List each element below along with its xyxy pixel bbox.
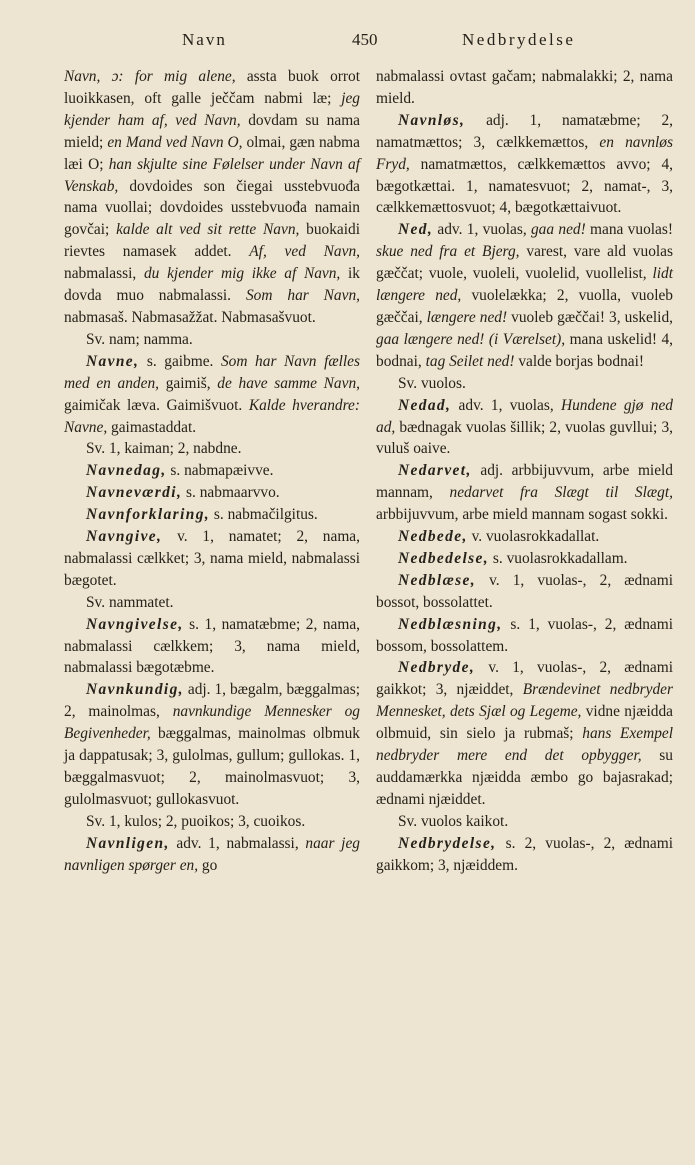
- dictionary-entry: [376, 395, 673, 461]
- headword: Navne,: [86, 352, 140, 370]
- headword: Ned,: [398, 221, 434, 239]
- dictionary-entry: [376, 219, 673, 372]
- dictionary-entry: [64, 329, 360, 351]
- header-left-catchword: Navn: [182, 30, 227, 49]
- definition-text: varest, vare ald vuolas gæččat; vuole, vuoleli, vuolelid, vuollelist,: [376, 243, 673, 283]
- definition-text: namatmættos, cælkkemættos avvo; 4, bægotkættai. 1, namatesvuot; 2, namat-, 3, cælkkemættosvuot; 4, bægotkættaivuot.: [376, 155, 673, 217]
- dictionary-entry: [376, 811, 673, 833]
- headword: Navnløs,: [398, 111, 466, 129]
- dictionary-entry: [64, 811, 360, 833]
- right-column: [376, 66, 673, 877]
- definition-text: adj. 1, bægalm, bæggalmas; 2, mainolmas,: [64, 681, 360, 721]
- definition-text: s. 1, namatæbme; 2, nama, nabmalassi cælkkem; 3, nama mield, nabmalassi bægotæbme.: [64, 615, 360, 677]
- left-column: [64, 66, 360, 877]
- example-phrase: lidt længere ned,: [376, 265, 673, 305]
- entry-continuation: [64, 66, 360, 329]
- definition-text: su auddamærkka njæidda æmbo go bajasrakad; ædnami njæiddet.: [376, 747, 673, 808]
- headword: Navngivelse,: [86, 615, 184, 633]
- definition-text: assta buok orrot luoikkasen, oft galle ječčam nabmi læ;: [64, 68, 360, 107]
- headword: Navnligen,: [86, 834, 170, 852]
- definition-text: dovdoides son čiegai usstebvuođa nama vuollai; dovdoides usstebvuođa namain govčai;: [64, 177, 360, 239]
- definition-text: Sv. vuolos.: [398, 374, 466, 392]
- example-phrase: du kjender mig ikke af Navn,: [143, 265, 341, 283]
- definition-text: s. nabmačilgitus.: [210, 506, 318, 524]
- example-phrase: nedarvet fra Slægt til Slægt,: [449, 484, 673, 502]
- definition-text: Sv. 1, kaiman; 2, nabdne.: [86, 440, 242, 458]
- definition-text: s. gaibme.: [139, 352, 221, 370]
- example-phrase: gaa længere ned! (i Værelset),: [376, 330, 566, 348]
- headword: Nedarvet,: [398, 462, 472, 480]
- dictionary-entry: [376, 570, 673, 614]
- dictionary-entry: [64, 504, 360, 526]
- dictionary-entry: [376, 373, 673, 395]
- example-phrase: Brændevinet nedbryder Mennesket, dets Sjæl og Legeme,: [376, 681, 674, 721]
- definition-text: Sv. vuolos kaikot.: [398, 812, 509, 830]
- example-phrase: navnkundige Mennesker og Begivenheder,: [64, 703, 360, 743]
- definition-text: bæggalmas, mainolmas olbmuk ja dappatusak; 3, gulolmas, gullum; gullokas. 1, bæggalmasvuot; 2, mainolmasvuot; 3, gulolmasvuot; gullokasvuot.: [64, 725, 360, 808]
- dictionary-entry: [376, 526, 673, 548]
- definition-text: vuoleb gæččai! 3, uskelid,: [507, 308, 673, 326]
- definition-text: v. 1, vuolas-, 2, ædnami bossot, bossolattet.: [376, 571, 673, 611]
- example-phrase: en Mand ved Navn O,: [107, 133, 243, 151]
- definition-text: Sv. 1, kulos; 2, puoikos; 3, cuoikos.: [86, 812, 306, 830]
- headword: Nedblæsning,: [398, 615, 503, 633]
- dictionary-entry: [64, 833, 360, 877]
- headword: Navnforklaring,: [86, 506, 211, 524]
- dictionary-entry: [376, 833, 673, 877]
- dictionary-entry: [376, 657, 673, 810]
- definition-text: adj. 1, namatæbme; 2, namatmættos; 3, cælkkemættos,: [376, 111, 673, 151]
- dictionary-entry: [64, 526, 360, 592]
- definition-text: nabmalassi,: [64, 265, 144, 283]
- headword: Nedblæse,: [398, 571, 476, 589]
- dictionary-entry: [64, 438, 360, 460]
- headword: Navngive,: [86, 528, 163, 546]
- entry-continuation: [376, 66, 673, 110]
- definition-text: nabmasaš. Nabmasažžat. Nabmasašvuot.: [64, 308, 316, 326]
- definition-text: nabmalassi ovtast gačam; nabmalakki; 2, nama mield.: [376, 68, 673, 107]
- example-phrase: Af, ved Navn,: [249, 243, 360, 261]
- headword: Navnkundig,: [86, 681, 184, 699]
- definition-text: s. 1, vuolas-, 2, ædnami bossom, bossolattem.: [376, 615, 673, 655]
- definition-text: mana uskelid! 4, bodnai,: [376, 330, 674, 370]
- definition-text: s. nabmapæivve.: [166, 462, 274, 480]
- dictionary-entry: [64, 482, 360, 504]
- definition-text: ik dovda muo nabmalassi.: [64, 265, 360, 305]
- headword: Navnedag,: [86, 462, 167, 480]
- definition-text: s. nabmaarvvo.: [182, 484, 280, 502]
- definition-text: adv. 1, nabmalassi,: [169, 834, 306, 852]
- definition-text: v. 1, vuolas-, 2, ædnami gaikkot; 3, njæiddet,: [376, 659, 673, 699]
- example-phrase: Navn, ɔ: for mig alene,: [64, 68, 236, 85]
- running-header: [60, 30, 635, 56]
- headword: Nedbedelse,: [398, 549, 490, 567]
- dictionary-entry: [64, 460, 360, 482]
- dictionary-entry: [376, 548, 673, 570]
- example-phrase: Som har Navn fælles med en anden,: [64, 352, 360, 392]
- dictionary-entry: [376, 460, 673, 526]
- headword: Nedad,: [398, 396, 452, 414]
- definition-text: gaimastaddat.: [107, 418, 197, 436]
- definition-text: s. vuolasrokkadallam.: [489, 549, 628, 567]
- example-phrase: længere ned!: [426, 308, 508, 326]
- definition-text: vuolelækka; 2, vuolla, vuoleb gæččai,: [376, 287, 674, 326]
- definition-text: Sv. nam; namma.: [86, 330, 193, 348]
- definition-text: gaimiš,: [159, 374, 218, 392]
- headword: Nedbryde,: [398, 659, 476, 677]
- dictionary-entry: [64, 614, 360, 680]
- example-phrase: en navnløs Fryd,: [376, 133, 673, 173]
- definition-text: adj. arbbijuvvum, arbe mield mannam,: [376, 462, 673, 502]
- example-phrase: tag Seilet ned!: [425, 352, 515, 370]
- definition-text: v. 1, namatet; 2, nama, nabmalassi cælkket; 3, nama mield, nabmalassi bægotet.: [64, 528, 360, 589]
- headword: Nedbede,: [398, 528, 468, 546]
- example-phrase: han skjulte sine Følelser under Navn af Venskab,: [64, 155, 361, 195]
- definition-text: valde borjas bodnai!: [514, 352, 644, 370]
- example-phrase: de have samme Navn,: [217, 374, 361, 392]
- example-phrase: hans Exempel nedbryder mere end det opbygger,: [376, 725, 673, 765]
- definition-text: olmai, gæn nabma læi O;: [64, 133, 360, 173]
- example-phrase: naar jeg navnligen spørger en,: [64, 834, 360, 874]
- dictionary-entry: [376, 614, 673, 658]
- definition-text: go: [198, 856, 218, 874]
- header-right-catchword: Nedbrydelse: [462, 30, 576, 49]
- definition-text: gaimičak læva. Gaimišvuot.: [64, 396, 249, 414]
- definition-text: adv. 1, vuolas,: [451, 396, 561, 414]
- definition-text: arbbijuvvum, arbe mield mannam sogast sokki.: [376, 506, 668, 524]
- definition-text: vidne njæidda olbmuid, sin sielo ja rubmaš;: [376, 703, 674, 743]
- dictionary-entry: [64, 592, 360, 614]
- definition-text: Sv. nammatet.: [86, 593, 174, 611]
- definition-text: v. vuolasrokkadallat.: [467, 528, 600, 546]
- definition-text: dovdam su nama mield;: [64, 111, 361, 151]
- definition-text: adv. 1, vuolas,: [433, 221, 531, 239]
- headword: Nedbrydelse,: [398, 834, 497, 852]
- example-phrase: kalde alt ved sit rette Navn,: [116, 221, 300, 239]
- definition-text: mana vuolas!: [585, 221, 673, 239]
- example-phrase: Kalde hverandre: Navne,: [64, 396, 360, 436]
- example-phrase: jeg kjender ham af, ved Navn,: [64, 89, 360, 129]
- definition-text: bædnagak vuolas šillik; 2, vuolas guvllui; 3, vuluš oaive.: [376, 418, 673, 458]
- definition-text: buokaidi rievtes namasek addet.: [64, 221, 360, 261]
- dictionary-entry: [376, 110, 673, 220]
- page-number: 450: [352, 30, 378, 49]
- example-phrase: Hundene gjø ned ad,: [376, 396, 673, 436]
- example-phrase: skue ned fra et Bjerg,: [376, 243, 520, 261]
- example-phrase: Som har Navn,: [245, 287, 360, 305]
- dictionary-entry: [64, 679, 360, 810]
- definition-text: s. 2, vuolas-, 2, ædnami gaikkom; 3, njæiddem.: [376, 834, 673, 874]
- dictionary-entry: [64, 351, 360, 439]
- example-phrase: gaa ned!: [530, 221, 586, 239]
- headword: Navneværdi,: [86, 484, 183, 502]
